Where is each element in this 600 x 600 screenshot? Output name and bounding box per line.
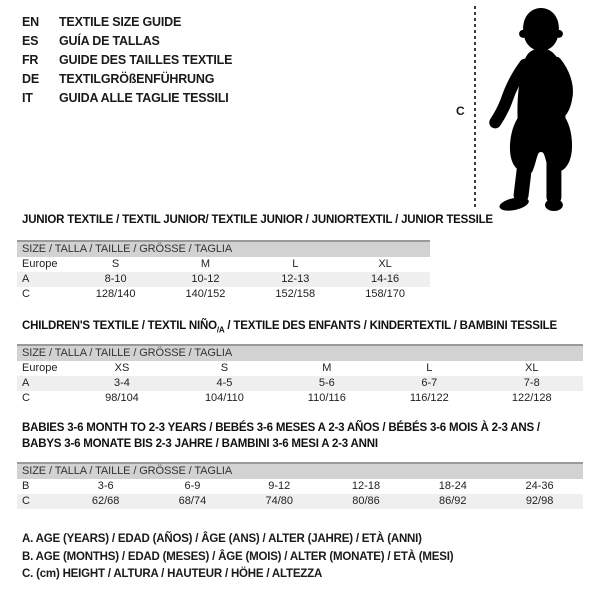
lang-row-es: [22, 32, 232, 51]
note-age-years: A. AGE (YEARS) / EDAD (AÑOS) / ÂGE (ANS) / ALTER (JAHRE) / ETÀ (ANNI): [22, 533, 422, 545]
cell: 122/128: [511, 392, 552, 404]
cell: 5-6: [276, 376, 378, 391]
cell: 86/92: [409, 494, 496, 509]
cell: 116/122: [409, 392, 449, 404]
row-label: C: [17, 494, 62, 509]
table-row: [17, 272, 430, 287]
cell: L: [426, 362, 433, 374]
cell: L: [292, 258, 299, 270]
babies-section-title: [22, 420, 540, 452]
cell: 74/80: [236, 494, 323, 509]
lang-code: DE: [22, 72, 39, 86]
junior-section-title: JUNIOR TEXTILE / TEXTIL JUNIOR/ TEXTILE JUNIOR / JUNIORTEXTIL / JUNIOR TESSILE: [22, 214, 493, 226]
cell: 98/104: [105, 392, 139, 404]
cell: 14-16: [340, 272, 430, 287]
lang-code: ES: [22, 34, 39, 48]
junior-size-table: [17, 240, 430, 302]
cell: 4-5: [173, 376, 275, 391]
height-measure-label: C: [456, 104, 465, 118]
lang-code: IT: [22, 91, 33, 105]
cell: 6-7: [378, 376, 480, 391]
table-row: [17, 479, 583, 494]
cell: 6-9: [184, 480, 201, 492]
language-title-list: [22, 13, 232, 108]
cell: 140/152: [185, 288, 226, 300]
table-row: [17, 287, 430, 302]
row-label: C: [22, 288, 30, 300]
children-section-title: [22, 318, 557, 338]
lang-code: FR: [22, 53, 39, 67]
lang-title: GUIDE DES TAILLES TEXTILE: [59, 53, 233, 67]
row-label: Europe: [22, 362, 58, 374]
cell: 3-6: [97, 480, 114, 492]
table-row: [17, 257, 430, 272]
lang-code: EN: [22, 15, 39, 29]
table-row: [17, 494, 583, 509]
row-label: B: [22, 480, 30, 492]
note-age-months: B. AGE (MONTHS) / EDAD (MESES) / ÂGE (MOIS) / ALTER (MONATE) / ETÀ (MESI): [22, 550, 454, 563]
row-label: A: [17, 272, 71, 287]
size-header-bar: SIZE / TALLA / TAILLE / GRÖSSE / TAGLIA: [17, 241, 430, 257]
row-label: Europe: [22, 258, 58, 270]
cell: 12-18: [351, 480, 381, 492]
cell: 8-10: [71, 272, 161, 287]
table-row: [17, 361, 583, 376]
cell: 9-12: [268, 480, 291, 492]
row-label: A: [17, 376, 71, 391]
lang-row-de: [22, 70, 232, 89]
cell: 24-36: [525, 480, 554, 492]
lang-row-fr: [22, 51, 232, 70]
lang-title: GUÍA DE TALLAS: [59, 34, 160, 48]
size-header-bar: SIZE / TALLA / TAILLE / GRÖSSE / TAGLIA: [17, 345, 583, 361]
cell: 152/158: [275, 288, 316, 300]
babies-title-line1: BABIES 3-6 MONTH TO 2-3 YEARS / BEBÉS 3-6 MESES A 2-3 AÑOS / BÉBÉS 3-6 MOIS À 2-3 ANS /: [22, 422, 540, 434]
cell: 62/68: [62, 494, 149, 509]
legend-notes: [22, 531, 453, 584]
size-header-bar: SIZE / TALLA / TAILLE / GRÖSSE / TAGLIA: [17, 463, 583, 479]
cell: M: [322, 362, 332, 374]
children-size-table: [17, 344, 583, 406]
note-height-cm: C. (cm) HEIGHT / ALTURA / HAUTEUR / HÖHE / ALTEZZA: [22, 568, 323, 580]
cell: XL: [378, 258, 392, 270]
lang-row-en: [22, 13, 232, 32]
cell: 3-4: [71, 376, 173, 391]
cell: XS: [114, 362, 130, 374]
table-row: [17, 376, 583, 391]
cell: M: [200, 258, 211, 270]
cell: 158/170: [365, 288, 405, 300]
lang-title: TEXTILE SIZE GUIDE: [59, 15, 182, 29]
cell: 128/140: [95, 288, 136, 300]
cell: 12-13: [250, 272, 340, 287]
cell: 7-8: [481, 376, 583, 391]
children-title-sub: /A: [216, 325, 225, 335]
babies-title-line2: BABYS 3-6 MONATE BIS 2-3 JAHRE / BAMBINI 3-6 MESI A 2-3 ANNI: [22, 438, 378, 450]
baby-silhouette-icon: [483, 3, 595, 212]
cell: 80/86: [323, 494, 410, 509]
babies-size-table: [17, 462, 583, 509]
cell: 110/116: [307, 392, 346, 404]
height-dashed-line: [474, 6, 476, 208]
cell: XL: [525, 362, 539, 374]
table-row: [17, 391, 583, 406]
cell: S: [220, 362, 229, 374]
cell: 68/74: [149, 494, 236, 509]
children-title-pre: CHILDREN'S TEXTILE / TEXTIL NIÑO: [22, 320, 217, 332]
lang-title: GUIDA ALLE TAGLIE TESSILI: [59, 91, 229, 105]
children-title-post: / TEXTILE DES ENFANTS / KINDERTEXTIL / BAMBINI TESSILE: [224, 320, 557, 332]
lang-title: TEXTILGRÖßENFÜHRUNG: [59, 72, 215, 86]
cell: 92/98: [496, 494, 583, 509]
row-label: C: [22, 392, 30, 404]
lang-row-it: [22, 89, 232, 108]
cell: 10-12: [161, 272, 251, 287]
cell: S: [111, 258, 120, 270]
cell: 104/110: [204, 392, 244, 404]
cell: 18-24: [438, 480, 467, 492]
